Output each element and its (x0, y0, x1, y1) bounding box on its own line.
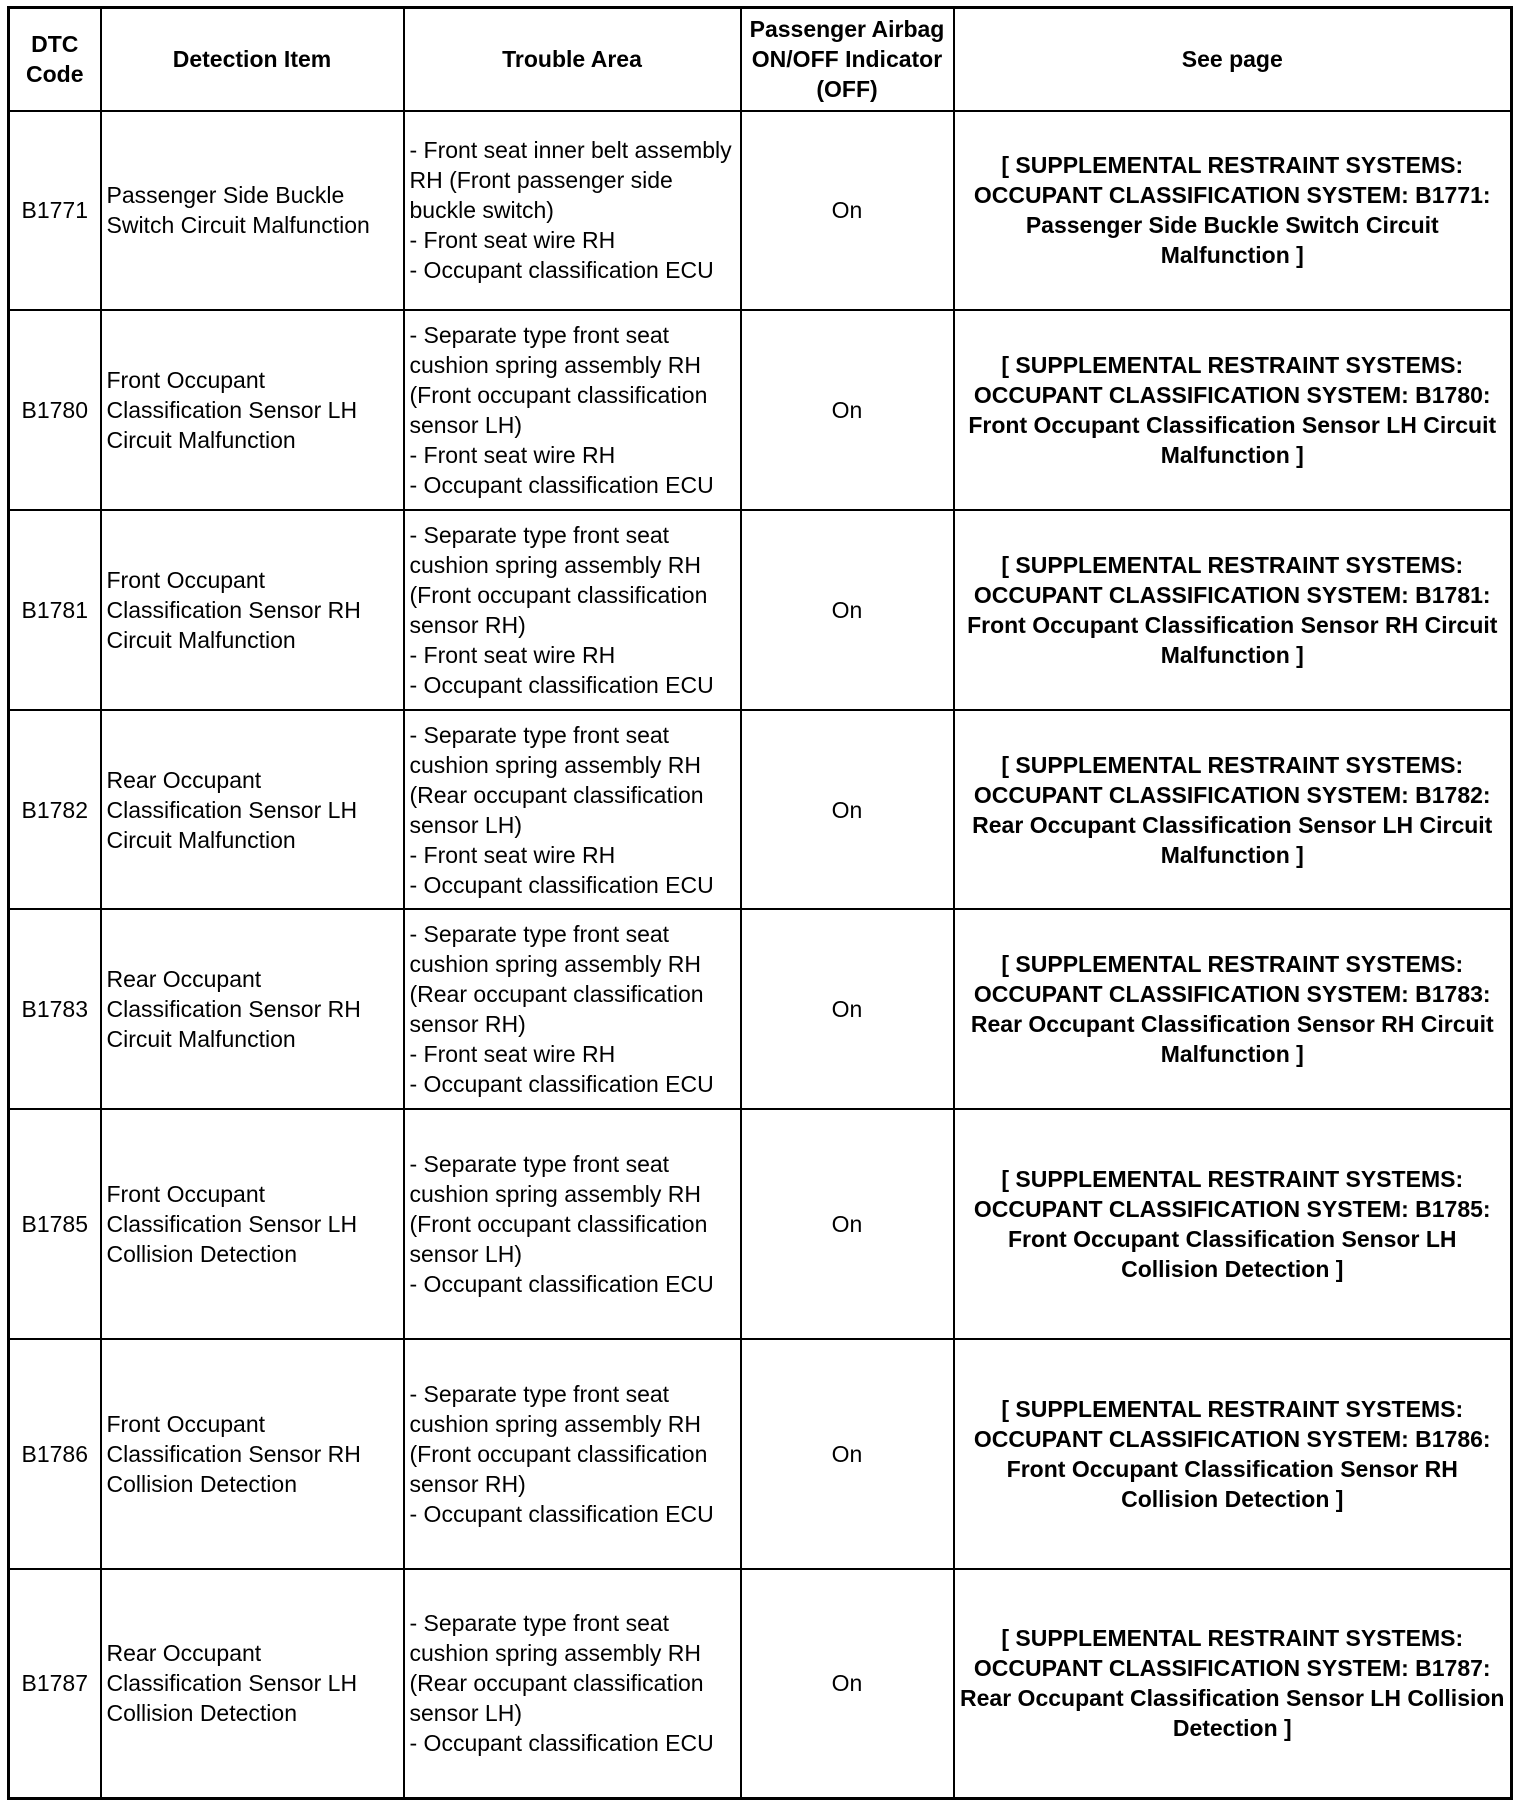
table-row (9, 1339, 1512, 1569)
table-row (9, 1109, 1512, 1339)
trouble-area-cell: - Separate type front seat cushion spring assembly RH (Rear occupant classification sensor LH) - Front seat wire RH - Occupant classification ECU (404, 710, 741, 910)
header-detection-item: Detection Item (101, 8, 404, 111)
trouble-area-cell: - Front seat inner belt assembly RH (Front passenger side buckle switch) - Front seat wire RH - Occupant classification ECU (404, 111, 741, 311)
trouble-area-cell: - Separate type front seat cushion spring assembly RH (Front occupant classification sensor LH) - Occupant classification ECU (404, 1109, 741, 1339)
see-page-link[interactable]: [ SUPPLEMENTAL RESTRAINT SYSTEMS: OCCUPANT CLASSIFICATION SYSTEM: B1780: Front Occupant Classification Sensor LH Circuit Malfunction ] (954, 310, 1512, 510)
trouble-area-cell: - Separate type front seat cushion spring assembly RH (Rear occupant classification sensor LH) - Occupant classification ECU (404, 1569, 741, 1799)
indicator-cell: On (741, 1569, 954, 1799)
indicator-cell: On (741, 1109, 954, 1339)
indicator-cell: On (741, 1339, 954, 1569)
table-row (9, 111, 1512, 311)
indicator-cell: On (741, 310, 954, 510)
trouble-area-cell: - Separate type front seat cushion spring assembly RH (Front occupant classification sensor RH) - Front seat wire RH - Occupant classification ECU (404, 510, 741, 710)
trouble-area-cell: - Separate type front seat cushion spring assembly RH (Front occupant classification sensor LH) - Front seat wire RH - Occupant classification ECU (404, 310, 741, 510)
dtc-code-cell: B1771 (9, 111, 101, 311)
dtc-code-cell: B1787 (9, 1569, 101, 1799)
detection-item-cell: Front Occupant Classification Sensor RH Circuit Malfunction (101, 510, 404, 710)
indicator-cell: On (741, 111, 954, 311)
see-page-link[interactable]: [ SUPPLEMENTAL RESTRAINT SYSTEMS: OCCUPANT CLASSIFICATION SYSTEM: B1781: Front Occupant Classification Sensor RH Circuit Malfunction ] (954, 510, 1512, 710)
trouble-area-cell: - Separate type front seat cushion spring assembly RH (Front occupant classification sensor RH) - Occupant classification ECU (404, 1339, 741, 1569)
see-page-link[interactable]: [ SUPPLEMENTAL RESTRAINT SYSTEMS: OCCUPANT CLASSIFICATION SYSTEM: B1787: Rear Occupant Classification Sensor LH Collision Detection ] (954, 1569, 1512, 1799)
detection-item-cell: Rear Occupant Classification Sensor LH Collision Detection (101, 1569, 404, 1799)
dtc-table (7, 6, 1513, 1800)
indicator-cell: On (741, 510, 954, 710)
dtc-code-cell: B1781 (9, 510, 101, 710)
see-page-link[interactable]: [ SUPPLEMENTAL RESTRAINT SYSTEMS: OCCUPANT CLASSIFICATION SYSTEM: B1786: Front Occupant Classification Sensor RH Collision Detection ] (954, 1339, 1512, 1569)
table-row (9, 710, 1512, 910)
detection-item-cell: Front Occupant Classification Sensor LH Collision Detection (101, 1109, 404, 1339)
see-page-link[interactable]: [ SUPPLEMENTAL RESTRAINT SYSTEMS: OCCUPANT CLASSIFICATION SYSTEM: B1771: Passenger Side Buckle Switch Circuit Malfunction ] (954, 111, 1512, 311)
indicator-cell: On (741, 710, 954, 910)
detection-item-cell: Front Occupant Classification Sensor LH Circuit Malfunction (101, 310, 404, 510)
trouble-area-cell: - Separate type front seat cushion spring assembly RH (Rear occupant classification sensor RH) - Front seat wire RH - Occupant classification ECU (404, 909, 741, 1109)
indicator-cell: On (741, 909, 954, 1109)
table-row (9, 310, 1512, 510)
detection-item-cell: Front Occupant Classification Sensor RH Collision Detection (101, 1339, 404, 1569)
table-row (9, 1569, 1512, 1799)
dtc-code-cell: B1786 (9, 1339, 101, 1569)
header-trouble-area: Trouble Area (404, 8, 741, 111)
dtc-code-cell: B1785 (9, 1109, 101, 1339)
dtc-code-cell: B1782 (9, 710, 101, 910)
header-see-page: See page (954, 8, 1512, 111)
see-page-link[interactable]: [ SUPPLEMENTAL RESTRAINT SYSTEMS: OCCUPANT CLASSIFICATION SYSTEM: B1785: Front Occupant Classification Sensor LH Collision Detection ] (954, 1109, 1512, 1339)
table-row (9, 909, 1512, 1109)
detection-item-cell: Rear Occupant Classification Sensor LH Circuit Malfunction (101, 710, 404, 910)
detection-item-cell: Passenger Side Buckle Switch Circuit Malfunction (101, 111, 404, 311)
dtc-code-cell: B1783 (9, 909, 101, 1109)
header-dtc-code: DTC Code (9, 8, 101, 111)
see-page-link[interactable]: [ SUPPLEMENTAL RESTRAINT SYSTEMS: OCCUPANT CLASSIFICATION SYSTEM: B1782: Rear Occupant Classification Sensor LH Circuit Malfunction ] (954, 710, 1512, 910)
table-header-row (9, 8, 1512, 111)
detection-item-cell: Rear Occupant Classification Sensor RH Circuit Malfunction (101, 909, 404, 1109)
table-row (9, 510, 1512, 710)
see-page-link[interactable]: [ SUPPLEMENTAL RESTRAINT SYSTEMS: OCCUPANT CLASSIFICATION SYSTEM: B1783: Rear Occupant Classification Sensor RH Circuit Malfunction ] (954, 909, 1512, 1109)
header-indicator: Passenger Airbag ON/OFF Indicator (OFF) (741, 8, 954, 111)
dtc-code-cell: B1780 (9, 310, 101, 510)
dtc-table-page (7, 6, 1510, 1800)
